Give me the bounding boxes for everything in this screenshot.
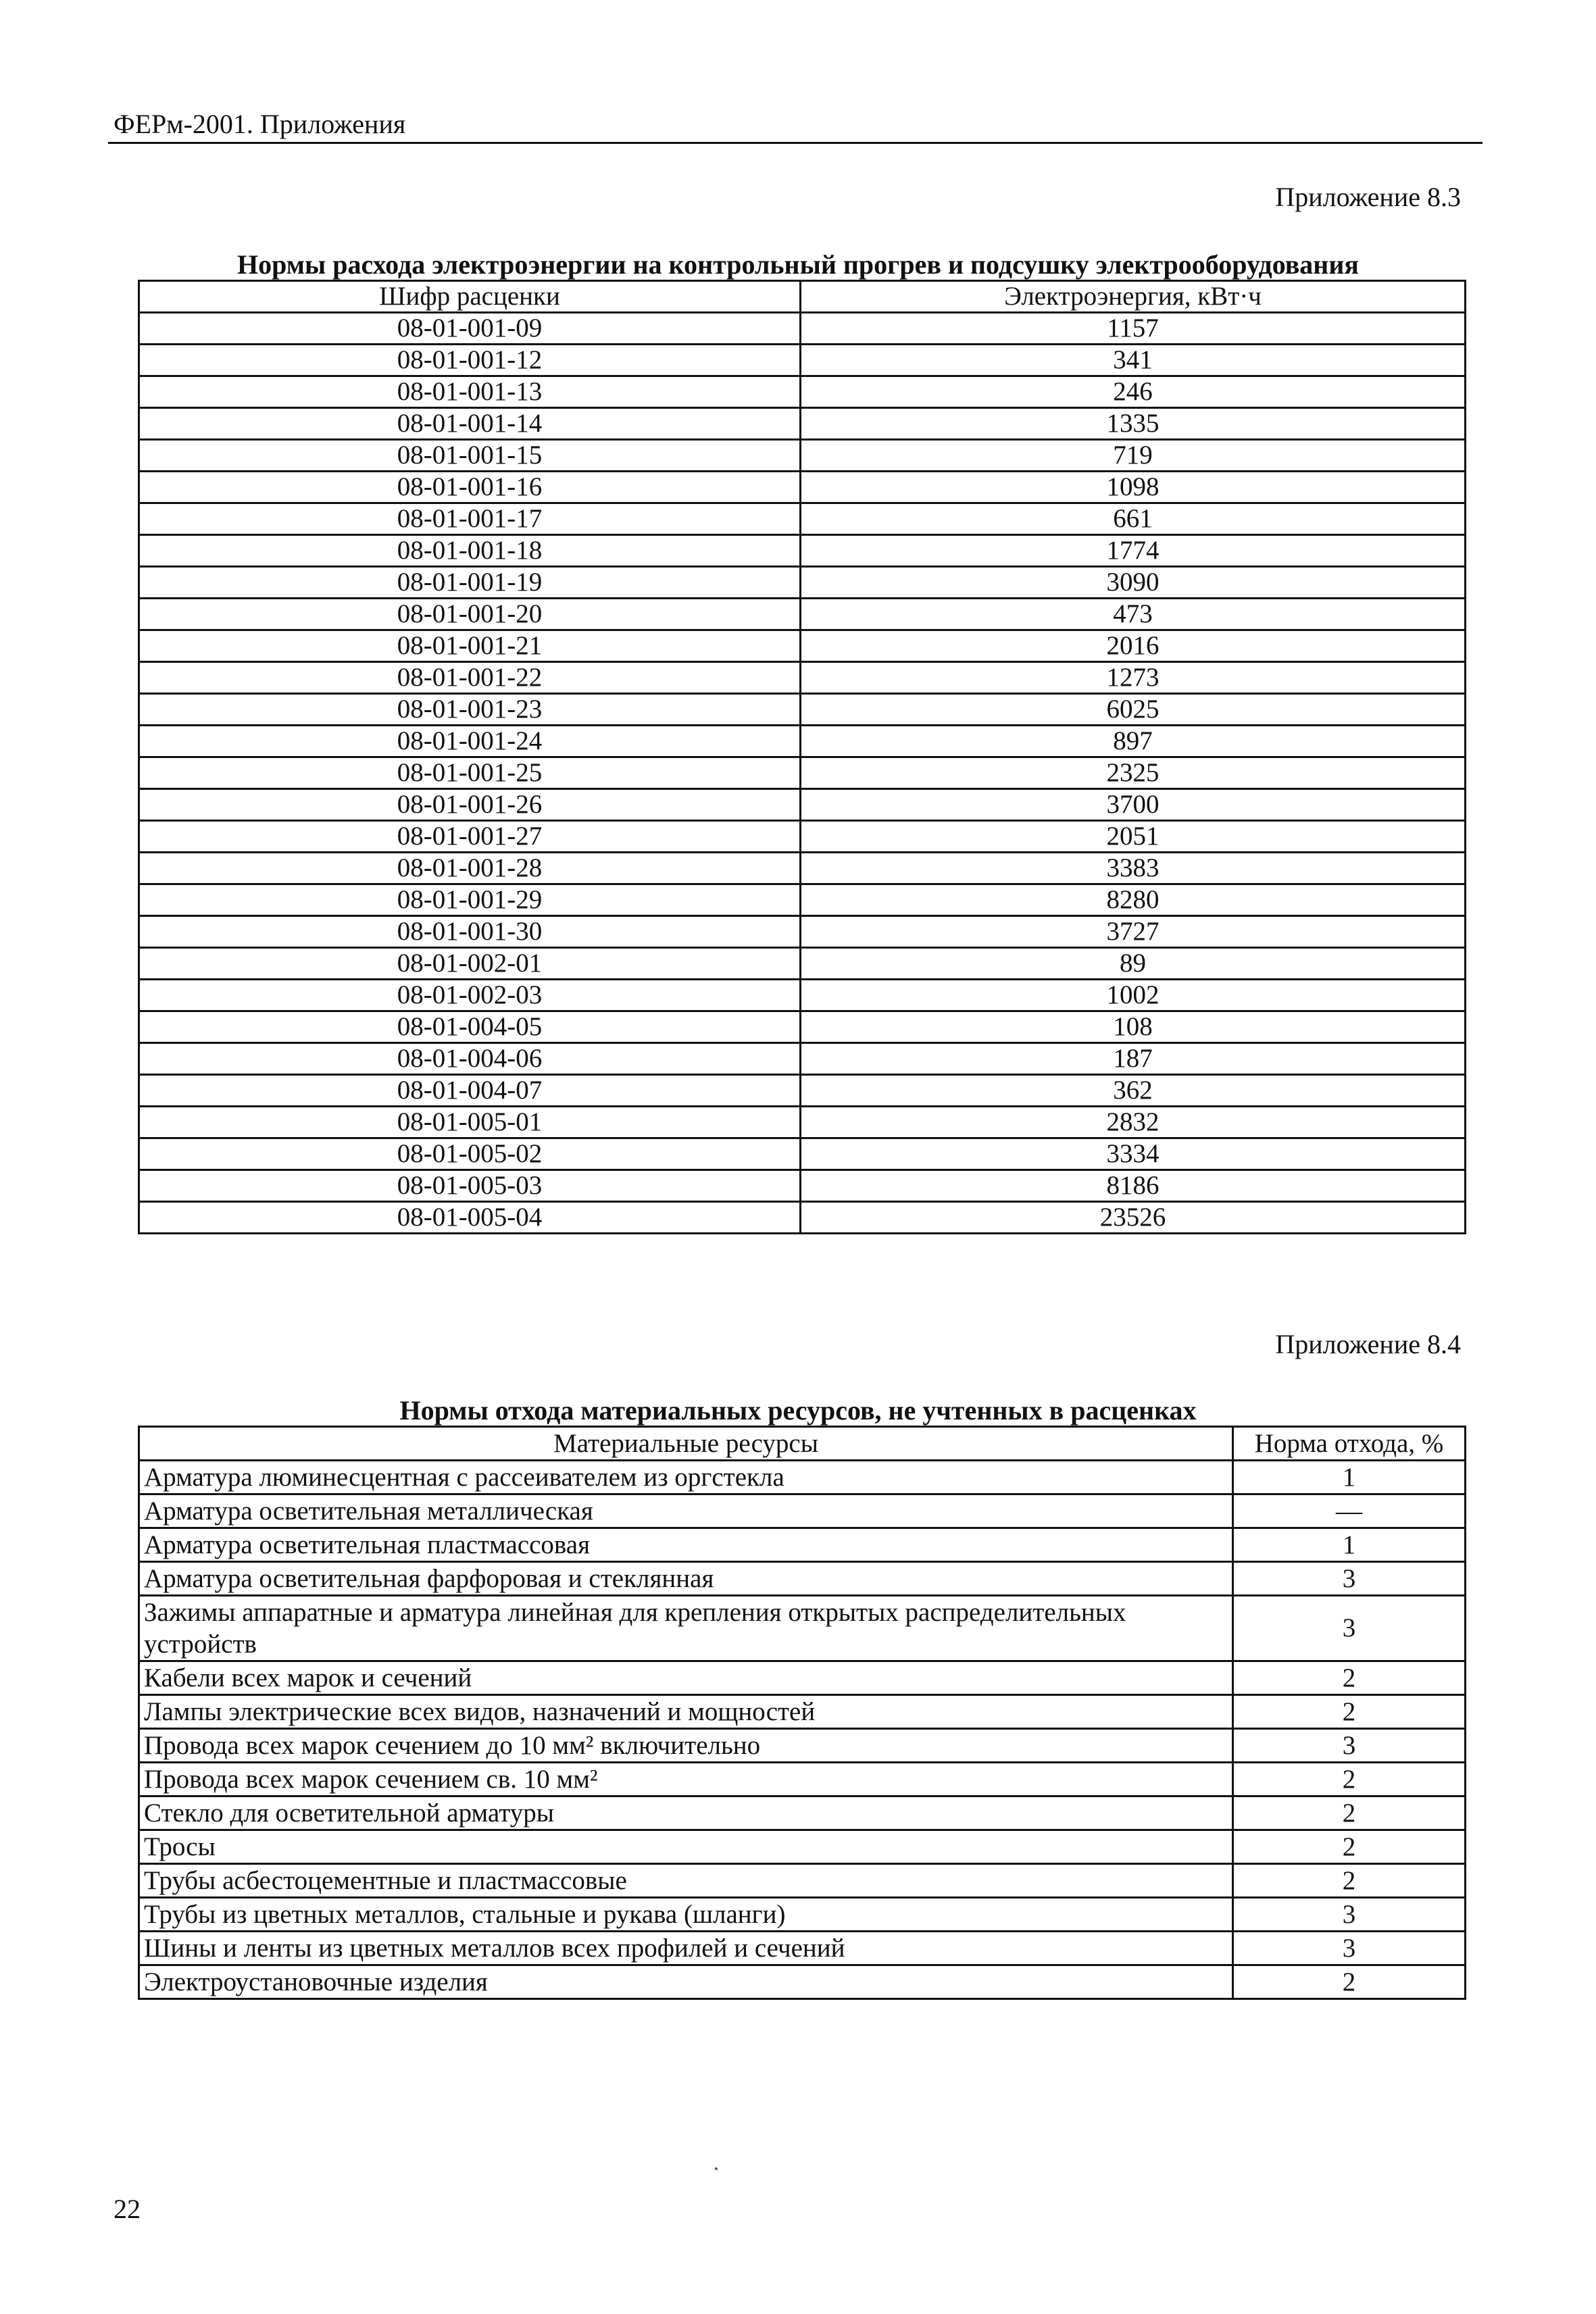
page-number: 22 — [114, 2194, 141, 2224]
cell-name: Трубы асбестоцементные и пластмассовые — [139, 1864, 1233, 1898]
cell-name: 08-01-001-29 — [139, 884, 801, 916]
cell-name: 08-01-001-24 — [139, 726, 801, 757]
table-row — [139, 1796, 1466, 1830]
electricity-table-body — [139, 313, 1466, 1234]
cell-name: 08-01-001-28 — [139, 853, 801, 884]
table-row — [139, 726, 1466, 757]
cell-name: 08-01-001-16 — [139, 472, 801, 503]
table-row — [139, 535, 1466, 567]
table-row — [139, 916, 1466, 948]
cell-value: 3 — [1233, 1729, 1466, 1763]
table-row — [139, 948, 1466, 980]
cell-value: 1 — [1233, 1528, 1466, 1562]
cell-value: 661 — [801, 503, 1466, 535]
cell-name: Арматура осветительная фарфоровая и стеклянная — [139, 1562, 1233, 1596]
table-row — [139, 853, 1466, 884]
cell-name: Стекло для осветительной арматуры — [139, 1796, 1233, 1830]
column-header-energy: Электроэнергия, кВт·ч — [801, 281, 1466, 313]
cell-value: 897 — [801, 726, 1466, 757]
table-row — [139, 1494, 1466, 1528]
cell-name: Зажимы аппаратные и арматура линейная для крепления открытых распределительных устройств — [139, 1596, 1233, 1661]
table-row — [139, 1138, 1466, 1170]
table-row — [139, 503, 1466, 535]
cell-value: 3090 — [801, 567, 1466, 599]
cell-value: 2016 — [801, 630, 1466, 662]
cell-name: 08-01-005-01 — [139, 1107, 801, 1138]
scan-speck — [715, 2167, 718, 2170]
cell-value: 1098 — [801, 472, 1466, 503]
table-row — [139, 1461, 1466, 1494]
cell-name: Арматура осветительная пластмассовая — [139, 1528, 1233, 1562]
table-row — [139, 884, 1466, 916]
cell-value: 473 — [801, 599, 1466, 630]
cell-name: Лампы электрические всех видов, назначений и мощностей — [139, 1695, 1233, 1729]
cell-value: 3383 — [801, 853, 1466, 884]
cell-value: 2051 — [801, 821, 1466, 853]
cell-value: 2 — [1233, 1661, 1466, 1695]
cell-value: 3 — [1233, 1898, 1466, 1932]
cell-value: 3334 — [801, 1138, 1466, 1170]
table-row — [139, 980, 1466, 1011]
cell-name: 08-01-005-02 — [139, 1138, 801, 1170]
column-header-materials: Материальные ресурсы — [139, 1427, 1233, 1461]
cell-value: 341 — [801, 345, 1466, 376]
cell-name: Тросы — [139, 1830, 1233, 1864]
cell-name: Трубы из цветных металлов, стальные и рукава (шланги) — [139, 1898, 1233, 1932]
table-row — [139, 440, 1466, 472]
table-row — [139, 630, 1466, 662]
cell-value: 1 — [1233, 1461, 1466, 1494]
cell-name: 08-01-001-26 — [139, 789, 801, 821]
table-row — [139, 1932, 1466, 1965]
cell-name: 08-01-001-22 — [139, 662, 801, 694]
table-row — [139, 376, 1466, 408]
table-row — [139, 1562, 1466, 1596]
cell-name: 08-01-001-09 — [139, 313, 801, 345]
cell-value: 1157 — [801, 313, 1466, 345]
cell-value: 2 — [1233, 1830, 1466, 1864]
cell-value: 2325 — [801, 757, 1466, 789]
cell-value: 1774 — [801, 535, 1466, 567]
waste-table-title: Нормы отхода материальных ресурсов, не учтенных в расценках — [399, 1395, 1197, 1426]
table-row — [139, 345, 1466, 376]
column-header-waste-norm: Норма отхода, % — [1233, 1427, 1466, 1461]
cell-name: 08-01-001-27 — [139, 821, 801, 853]
table-row — [139, 1729, 1466, 1763]
cell-value: 246 — [801, 376, 1466, 408]
table-row — [139, 1965, 1466, 1999]
table-row — [139, 599, 1466, 630]
cell-value: 3 — [1233, 1562, 1466, 1596]
table-row — [139, 757, 1466, 789]
cell-value: 719 — [801, 440, 1466, 472]
cell-name: 08-01-001-18 — [139, 535, 801, 567]
cell-name: Арматура люминесцентная с рассеивателем из оргстекла — [139, 1461, 1233, 1494]
cell-name: 08-01-002-03 — [139, 980, 801, 1011]
cell-name: 08-01-001-20 — [139, 599, 801, 630]
cell-name: 08-01-001-19 — [139, 567, 801, 599]
cell-value: 3 — [1233, 1932, 1466, 1965]
cell-name: 08-01-001-13 — [139, 376, 801, 408]
cell-value: 3700 — [801, 789, 1466, 821]
appendix-8-3-label: Приложение 8.3 — [1275, 182, 1461, 212]
cell-name: 08-01-004-05 — [139, 1011, 801, 1043]
cell-value: 1002 — [801, 980, 1466, 1011]
cell-value: 2 — [1233, 1763, 1466, 1796]
cell-value: 8280 — [801, 884, 1466, 916]
table-row — [139, 1695, 1466, 1729]
cell-name: 08-01-001-15 — [139, 440, 801, 472]
electricity-table-title: Нормы расхода электроэнергии на контрольный прогрев и подсушку электрооборудования — [236, 249, 1360, 280]
cell-value: 23526 — [801, 1202, 1466, 1234]
cell-name: 08-01-004-07 — [139, 1075, 801, 1107]
table-row — [139, 1075, 1466, 1107]
cell-name: 08-01-001-21 — [139, 630, 801, 662]
cell-value: 108 — [801, 1011, 1466, 1043]
cell-value: 2832 — [801, 1107, 1466, 1138]
cell-value: 1273 — [801, 662, 1466, 694]
electricity-norms-table — [138, 280, 1466, 1234]
appendix-8-4-label: Приложение 8.4 — [1275, 1329, 1461, 1359]
table-row — [139, 1898, 1466, 1932]
cell-value: — — [1233, 1494, 1466, 1528]
table-row — [139, 1596, 1466, 1661]
table-row — [139, 821, 1466, 853]
cell-value: 362 — [801, 1075, 1466, 1107]
cell-name: Шины и ленты из цветных металлов всех профилей и сечений — [139, 1932, 1233, 1965]
cell-value: 2 — [1233, 1796, 1466, 1830]
table-row — [139, 1170, 1466, 1202]
cell-value: 1335 — [801, 408, 1466, 440]
cell-value: 3 — [1233, 1596, 1466, 1661]
cell-name: 08-01-001-23 — [139, 694, 801, 726]
table-row — [139, 1763, 1466, 1796]
header-rule — [108, 142, 1482, 144]
cell-name: Провода всех марок сечением до 10 мм² включительно — [139, 1729, 1233, 1763]
table-row — [139, 567, 1466, 599]
table-row — [139, 1830, 1466, 1864]
table-row — [139, 789, 1466, 821]
cell-value: 8186 — [801, 1170, 1466, 1202]
table-row — [139, 1528, 1466, 1562]
table-row — [139, 1011, 1466, 1043]
cell-name: Кабели всех марок и сечений — [139, 1661, 1233, 1695]
cell-name: 08-01-005-04 — [139, 1202, 801, 1234]
cell-name: 08-01-005-03 — [139, 1170, 801, 1202]
cell-value: 3727 — [801, 916, 1466, 948]
material-waste-table — [138, 1426, 1466, 2000]
table-header-row — [139, 281, 1466, 313]
cell-name: 08-01-001-14 — [139, 408, 801, 440]
cell-value: 89 — [801, 948, 1466, 980]
table-row — [139, 1107, 1466, 1138]
table-row — [139, 408, 1466, 440]
cell-value: 2 — [1233, 1864, 1466, 1898]
table-header-row — [139, 1427, 1466, 1461]
cell-name: 08-01-001-17 — [139, 503, 801, 535]
cell-value: 2 — [1233, 1695, 1466, 1729]
table-row — [139, 694, 1466, 726]
running-header: ФЕРм-2001. Приложения — [114, 109, 406, 139]
table-row — [139, 313, 1466, 345]
cell-value: 6025 — [801, 694, 1466, 726]
table-row — [139, 472, 1466, 503]
cell-name: 08-01-004-06 — [139, 1043, 801, 1075]
table-row — [139, 1864, 1466, 1898]
cell-name: Провода всех марок сечением св. 10 мм² — [139, 1763, 1233, 1796]
cell-value: 187 — [801, 1043, 1466, 1075]
cell-name: 08-01-002-01 — [139, 948, 801, 980]
table-row — [139, 1043, 1466, 1075]
cell-name: 08-01-001-25 — [139, 757, 801, 789]
table-row — [139, 662, 1466, 694]
waste-table-body — [139, 1461, 1466, 1999]
column-header-code: Шифр расценки — [139, 281, 801, 313]
cell-name: 08-01-001-30 — [139, 916, 801, 948]
table-row — [139, 1661, 1466, 1695]
cell-name: Электроустановочные изделия — [139, 1965, 1233, 1999]
cell-value: 2 — [1233, 1965, 1466, 1999]
table-row — [139, 1202, 1466, 1234]
cell-name: 08-01-001-12 — [139, 345, 801, 376]
cell-name: Арматура осветительная металлическая — [139, 1494, 1233, 1528]
